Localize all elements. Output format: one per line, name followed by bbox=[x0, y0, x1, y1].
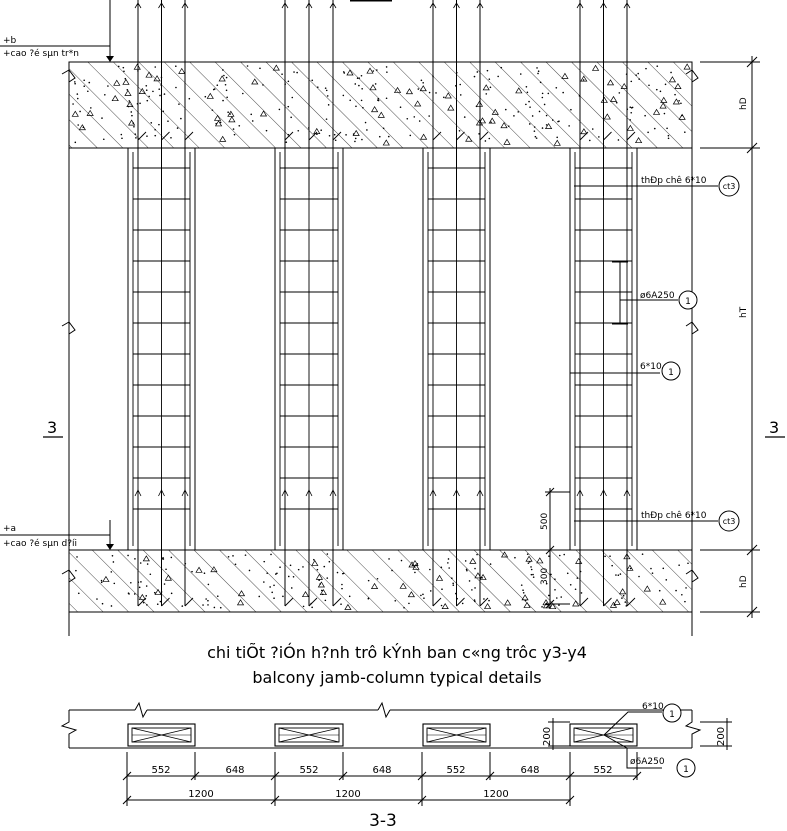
sec-dim-2: 648 bbox=[225, 765, 245, 776]
callout-upper-bar bbox=[574, 175, 739, 196]
section-column-2 bbox=[275, 724, 343, 746]
section-column-3 bbox=[423, 724, 490, 746]
sec-callout-stirrup: ø6A250 bbox=[630, 757, 665, 767]
level-marker-top bbox=[0, 0, 114, 62]
sec-dim-5: 552 bbox=[446, 765, 466, 776]
section-3-3 bbox=[62, 702, 732, 806]
dim-top-slab: hD bbox=[739, 97, 749, 110]
section-mark-left-label: 3 bbox=[47, 418, 58, 437]
sec-dim-4: 648 bbox=[372, 765, 392, 776]
section-title: 3-3 bbox=[369, 811, 397, 831]
callout-lower-bar bbox=[574, 510, 739, 531]
section-mark-right-label: 3 bbox=[769, 418, 780, 437]
callout-main-bar-label: 6*10 bbox=[640, 362, 662, 372]
section-mark-right bbox=[765, 418, 785, 437]
level-top-mark: +b bbox=[3, 36, 17, 46]
section-mark-left bbox=[43, 418, 63, 437]
callout-upper-bar-tag: ct3 bbox=[722, 182, 736, 191]
dim-lap-length: 500 bbox=[540, 512, 550, 530]
level-bottom-mark: +a bbox=[3, 524, 17, 534]
sec-callout-stirrup-tag: 1 bbox=[683, 765, 689, 775]
callout-main-bar-tag: 1 bbox=[668, 368, 674, 378]
bottom-slab bbox=[69, 550, 692, 612]
level-top-text: +cao ?é sµn tr*n bbox=[3, 49, 79, 59]
callout-stirrup-label: ø6A250 bbox=[640, 291, 675, 301]
sec-height-left: 200 bbox=[542, 726, 553, 746]
level-bottom-text: +cao ?é sµn d?íi bbox=[3, 539, 78, 549]
sec-dim-3: 552 bbox=[299, 765, 319, 776]
sec-dim-total-1: 1200 bbox=[188, 789, 214, 800]
sec-callout-main-tag: 1 bbox=[669, 710, 675, 720]
title-line-1: chi tiÕt ?iÓn h?nh trô kÝnh ban c«ng trôc y3-y4 bbox=[207, 643, 587, 662]
sec-dim-7: 552 bbox=[593, 765, 613, 776]
level-marker-bottom bbox=[0, 520, 114, 550]
column-2 bbox=[275, 0, 343, 606]
callout-lower-bar-label: thÐp chê 6*10 bbox=[641, 511, 707, 521]
sec-height-right: 200 bbox=[716, 726, 727, 746]
section-column-1 bbox=[128, 724, 195, 746]
sec-dim-total-3: 1200 bbox=[483, 789, 509, 800]
column-3 bbox=[423, 0, 490, 606]
callout-main-bar bbox=[570, 362, 680, 380]
vertical-dimension bbox=[700, 56, 760, 618]
sec-dim-total-2: 1200 bbox=[335, 789, 361, 800]
callout-lower-bar-tag: ct3 bbox=[722, 517, 736, 526]
sec-dim-1: 552 bbox=[151, 765, 171, 776]
column-1 bbox=[128, 0, 195, 606]
section-column-4 bbox=[570, 724, 637, 746]
title-line-2: balcony jamb-column typical details bbox=[252, 668, 542, 687]
dim-bottom-slab: hD bbox=[739, 575, 749, 588]
top-slab bbox=[69, 62, 692, 148]
sec-callout-main-bar: 6*10 bbox=[642, 702, 664, 712]
column-4 bbox=[570, 0, 637, 606]
dim-column-height: hT bbox=[739, 306, 749, 318]
dim-lap-embed: 300 bbox=[540, 567, 550, 585]
sec-dim-6: 648 bbox=[520, 765, 540, 776]
callout-stirrup-tag: 1 bbox=[685, 297, 691, 307]
callout-stirrup bbox=[612, 262, 697, 324]
callout-upper-bar-label: thÐp chê 6*10 bbox=[641, 176, 707, 186]
